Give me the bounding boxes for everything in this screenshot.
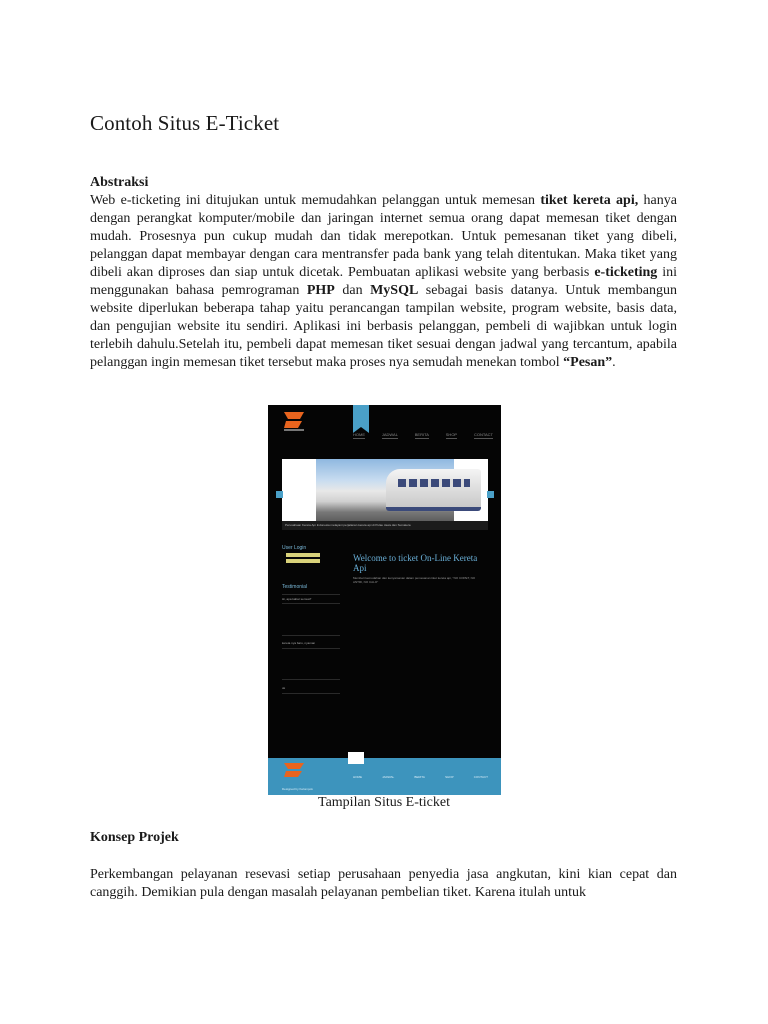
divider <box>282 693 340 694</box>
footer-logo-icon <box>282 761 309 781</box>
abstract-bold-term: “Pesan” <box>563 355 613 370</box>
testimonial-entry: kereta nya baru, nyaman <box>282 641 316 645</box>
abstract-text: hanya dengan perangkat komputer/mobile dan jaringan internet semua orang dapat memesan tiket dengan mudah. Prosesnya pun cukup mudah dan tidak merepotkan. Untuk pemesanan tiket yang dibeli, pelanggan dapat membayar dengan cara mentransfer pada bank yang telah ditentukan. Maka tiket yang dibeli akan diproses dan siap untuk dicetak. Pembuatan aplikasi website yang berbasis <box>90 193 677 280</box>
login-form <box>282 553 337 575</box>
site-nav-item: CONTACT <box>473 432 493 437</box>
site-logo-icon <box>282 410 309 432</box>
testimonial-entry: ok <box>282 686 286 690</box>
footer-copyright: Designed by Kelompok <box>282 787 313 791</box>
abstract-text: Web e-ticketing ini ditujukan untuk memudahkan pelanggan untuk memesan <box>90 193 541 208</box>
site-nav-item: JADWAL <box>381 432 398 437</box>
page-title: Contoh Situs E-Ticket <box>90 111 280 135</box>
welcome-heading: Welcome to ticket On-Line Kereta Api <box>353 553 478 573</box>
concept-paragraph: Perkembangan pelayanan resevasi setiap perusahaan penyedia jasa angkutan, kini kian cepat dan canggih. Demikian pula dengan masalah pelayanan pembelian tiket. Karena itulah untuk <box>90 867 677 900</box>
train-illustration <box>386 469 481 511</box>
ribbon-bookmark <box>353 405 369 427</box>
site-nav-item: HOME <box>353 432 365 437</box>
slide-caption: Perusahaan Kereta Api Indonesia melayani perjalanan kereta api di Pulau Jawa dan Sumatera <box>282 521 488 530</box>
abstract-bold-term: PHP <box>306 283 335 298</box>
slider-next-arrow-icon <box>487 491 494 498</box>
abstract-bold-term: MySQL <box>370 283 419 298</box>
abstract-paragraph <box>90 192 677 372</box>
user-login-label: User Login <box>282 545 307 551</box>
login-password-field <box>286 559 320 563</box>
footer-bookmark-icon <box>348 752 364 764</box>
footer-nav-item: HOME <box>353 775 362 779</box>
train-photo <box>316 459 454 530</box>
website-screenshot <box>268 405 501 795</box>
image-slider <box>282 459 488 530</box>
divider <box>282 679 340 680</box>
figure-caption: Tampilan Situs E-ticket <box>318 795 450 810</box>
site-footer <box>268 758 501 795</box>
abstract-bold-term: e-ticketing <box>594 265 658 280</box>
slider-prev-arrow-icon <box>276 491 283 498</box>
footer-nav-item: JADWAL <box>382 775 395 779</box>
abstract-text: . <box>612 355 616 370</box>
testimonial-entry: Hi, apa kabar semua? <box>282 597 312 601</box>
login-username-field <box>286 553 320 557</box>
abstract-text: ini menggunakan bahasa pemrograman <box>90 265 678 298</box>
welcome-intro: Memberi kemudahan dan kenyamanan dalam pemesanan tiket kereta api, "NO COPET, NO ANTRI, NO CALO" <box>353 576 476 584</box>
abstract-heading: Abstraksi <box>90 175 149 190</box>
concept-heading: Konsep Projek <box>90 830 179 845</box>
footer-nav-item: SHOP <box>445 775 454 779</box>
footer-nav-item: CONTACT <box>473 775 488 779</box>
abstract-bold-term: tiket kereta api, <box>540 193 639 208</box>
testimonial-label: Testimonial <box>282 584 308 590</box>
divider <box>282 648 340 649</box>
site-nav-item: BERITA <box>414 432 429 437</box>
abstract-text: dan <box>334 283 371 298</box>
abstract-text: sebagai basis datanya. Untuk membangun website diperlukan beberapa tahap yaitu perancangan tampilan website, program website, basis data, dan pengujian website itu sendiri. Aplikasi ini berbasis pelanggan, pembeli di wajibkan untuk login terlebih dahulu.Setelah itu, pembeli dapat memesan tiket sesuai dengan jadwal yang tercantum, apabila pelanggan ingin memesan tiket tersebut maka proses nya semudah menekan tombol <box>90 283 678 370</box>
divider <box>282 603 340 604</box>
site-nav <box>353 432 493 439</box>
divider <box>282 594 340 595</box>
footer-nav <box>353 775 488 779</box>
divider <box>282 635 340 636</box>
site-nav-item: SHOP <box>445 432 458 437</box>
footer-nav-item: BERITA <box>414 775 425 779</box>
